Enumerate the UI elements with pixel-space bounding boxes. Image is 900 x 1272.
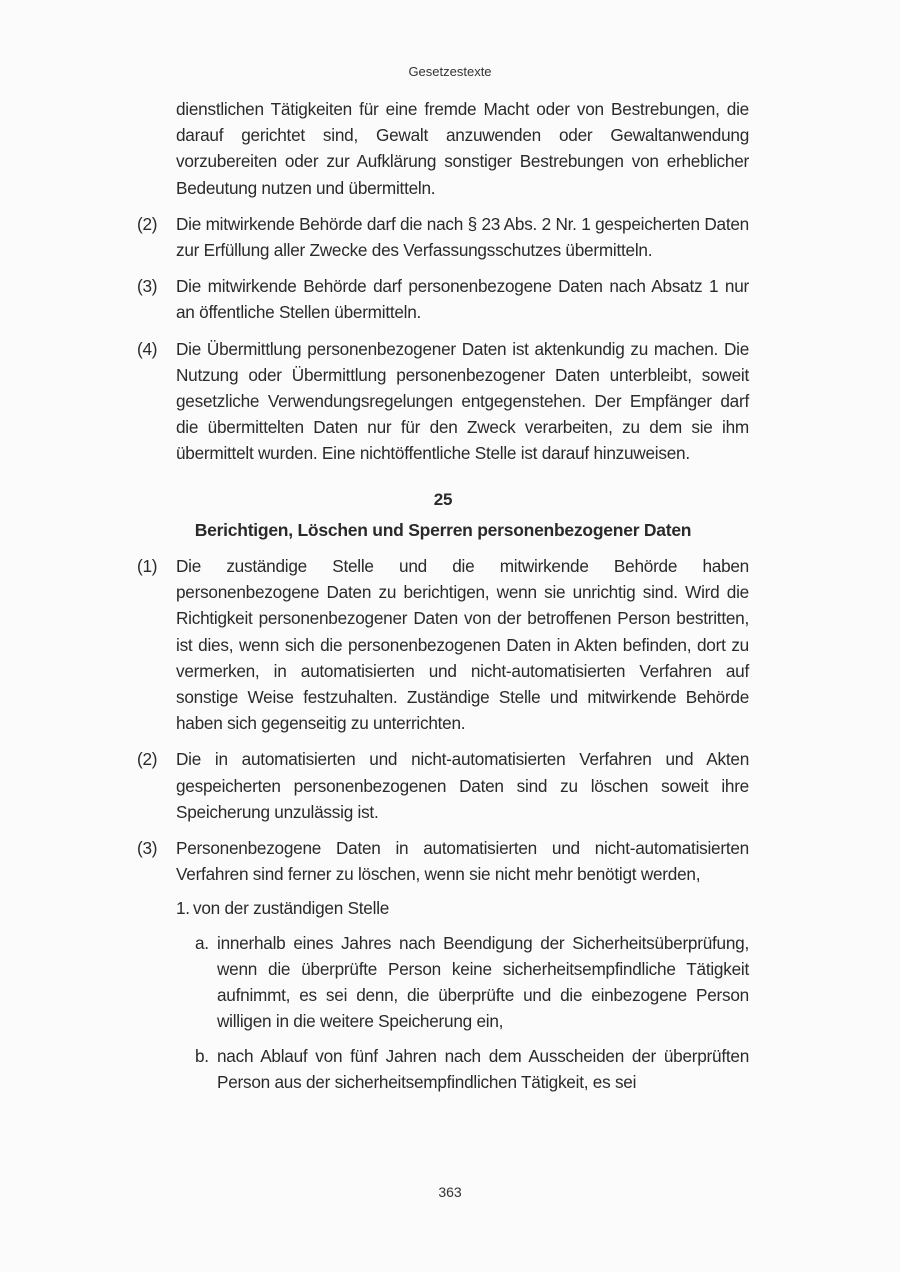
item-text: Die Übermittlung personenbezogener Daten ist aktenkundig zu machen. Die Nutzung oder Übermittlung personenbezogener Daten unterbleibt, soweit gesetzliche Verwendungsregelungen entgegenstehen. Der Empfänger darf die übermittelten Daten nur für den Zweck verarbeiten, zu dem sie ihm übermittelt wurden. Eine nichtöffentliche Stelle ist darauf hinzuweisen. <box>176 338 749 464</box>
section25-item <box>137 553 749 736</box>
item-number: (2) <box>137 749 158 770</box>
item-number: (2) <box>137 213 158 234</box>
item-number: (3) <box>137 838 158 859</box>
intro-paragraph: dienstlichen Tätigkeiten für eine fremde Macht oder von Bestrebungen, die darauf gerichtet sind, Gewalt anzuwenden oder Gewaltanwendung vorzubereiten oder zur Aufklärung sonstiger Bestrebungen von erheblicher Bedeutung nutzen und übermitteln. <box>176 99 749 198</box>
section25-item <box>137 835 749 887</box>
subitem-number: 1. <box>176 898 190 919</box>
section25-item <box>137 746 749 825</box>
subitem-text: innerhalb eines Jahres nach Beendigung der Sicherheitsüberprüfung, wenn die überprüfte Person keine sicherheitsempfindliche Tätigkeit aufnimmt, es sei denn, die überprüfte und die einbezogene Person willigen in die weitere Speicherung ein, <box>217 932 749 1032</box>
section-number: 25 <box>433 489 453 509</box>
item-text: Die mitwirkende Behörde darf personenbezogene Daten nach Absatz 1 nur an öffentliche Stellen übermitteln. <box>176 276 749 323</box>
item-text: Die mitwirkende Behörde darf die nach § 23 Abs. 2 Nr. 1 gespeicherten Daten zur Erfüllung aller Zwecke des Verfassungsschutzes übermitteln. <box>176 213 749 261</box>
section24-item <box>137 336 749 467</box>
body-text <box>137 96 749 1095</box>
lettered-subitem <box>137 930 749 1035</box>
section-title: Berichtigen, Löschen und Sperren personenbezogener Daten <box>194 519 692 540</box>
item-number: (1) <box>137 556 158 577</box>
running-head: Gesetzestexte <box>408 64 492 79</box>
section24-item <box>137 211 749 263</box>
page-number: 363 <box>438 1184 462 1200</box>
item-number: (3) <box>137 276 158 297</box>
lettered-subitem <box>137 1043 749 1095</box>
item-number: (4) <box>137 338 158 359</box>
subitem-letter: b. <box>195 1045 209 1066</box>
item-text: Die zuständige Stelle und die mitwirkende Behörde haben personenbezogene Daten zu berichtigen, wenn sie unrichtig sind. Wird die Richtigkeit personenbezogener Daten von der betroffenen Person bestritten, ist dies, wenn sich die personenbezogenen Daten in Akten befinden, dort zu vermerken, in automatisierten und nicht-automatisierten Verfahren auf sonstige Weise festzuhalten. Zuständige Stelle und mitwirkende Behörde haben sich gegenseitig zu unterrichten. <box>176 556 749 734</box>
item-text: Personenbezogene Daten in automatisierten und nicht-automatisierten Verfahren sind ferner zu löschen, wenn sie nicht mehr benötigt werden, <box>176 838 749 885</box>
section24-item <box>137 273 749 325</box>
subitem-text: von der zuständigen Stelle <box>193 898 390 919</box>
item-text: Die in automatisierten und nicht-automatisierten Verfahren und Akten gespeicherten personenbezogenen Daten sind zu löschen soweit ihre Speicherung unzulässig ist. <box>176 749 749 822</box>
subitem-letter: a. <box>195 932 209 953</box>
subitem-text: nach Ablauf von fünf Jahren nach dem Ausscheiden der überprüften Person aus der sicherheitsempfindlichen Tätigkeit, es sei <box>217 1045 749 1092</box>
numbered-subitem <box>137 895 749 921</box>
